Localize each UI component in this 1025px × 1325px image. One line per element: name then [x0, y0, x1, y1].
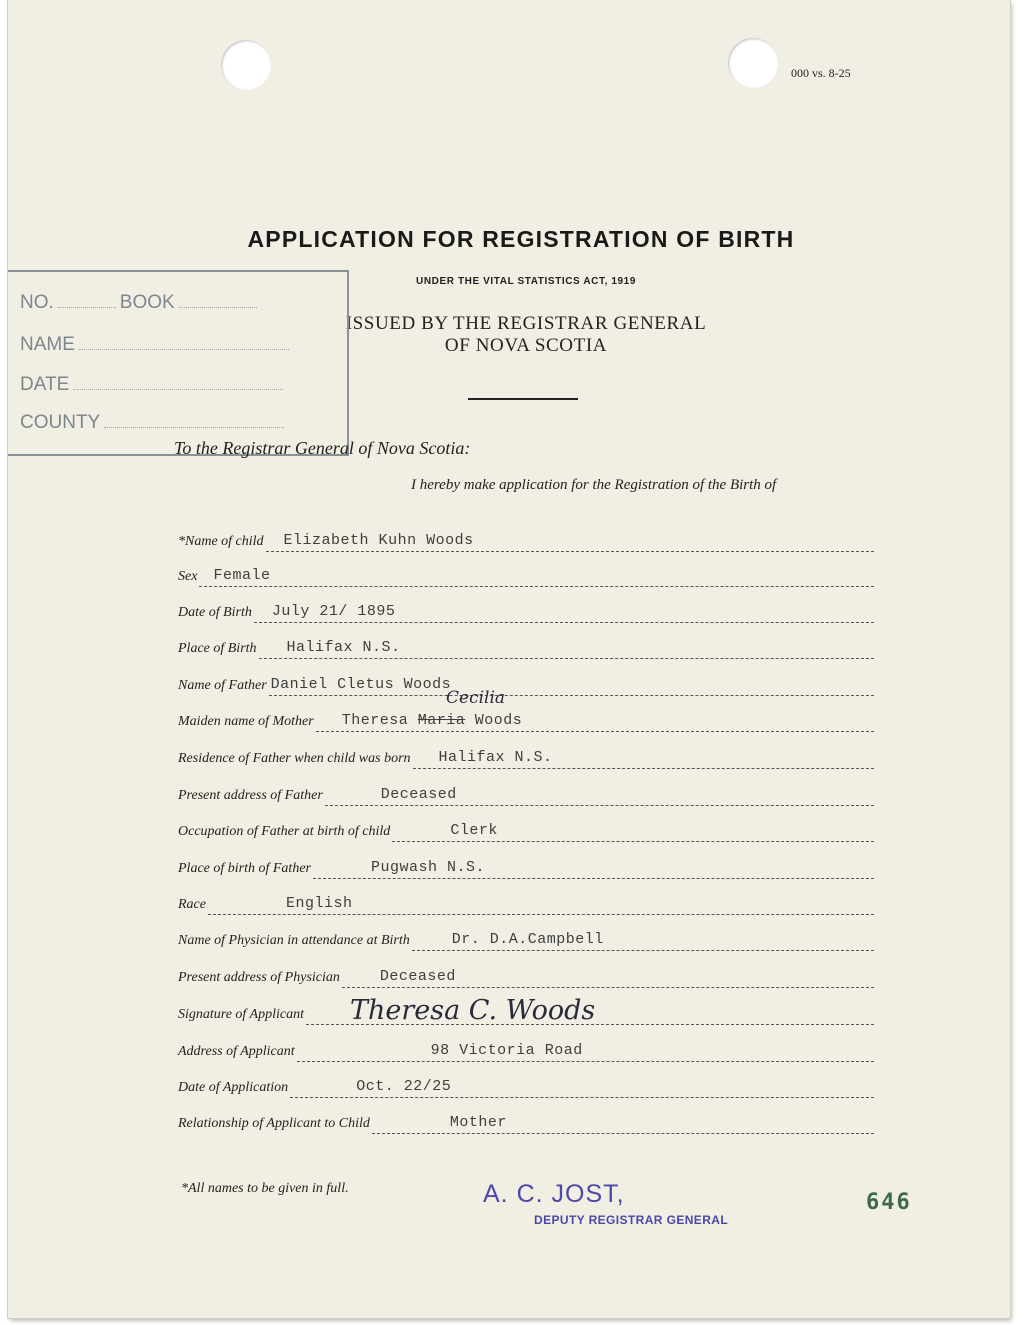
punch-hole-left — [221, 40, 271, 90]
footnote: *All names to be given in full. — [181, 1181, 349, 1196]
issuer-heading — [296, 313, 756, 357]
handwritten-correction-cecilia: Cecilia — [446, 688, 506, 708]
mother-last-name: Woods — [474, 712, 523, 729]
field-signature: Signature of Applicant Theresa C. Woods — [178, 1003, 874, 1025]
birth-application-form — [8, 0, 1010, 1318]
value-maiden-name-of-mother — [342, 712, 523, 729]
value-physician-address: Deceased — [379, 968, 456, 985]
value-name-of-father: Daniel Cletus Woods — [270, 676, 452, 693]
field-residence-of-father: Residence of Father when child was born Halifax N.S. — [178, 747, 874, 769]
registrar-stamp-title: DEPUTY REGISTRAR GENERAL — [534, 1213, 729, 1227]
field-date-of-application: Date of Application Oct. 22/25 — [178, 1076, 874, 1098]
field-sex: Sex Female — [178, 565, 874, 587]
stamp-name-row — [20, 334, 293, 356]
intro-line: I hereby make application for the Registration of the Birth of — [411, 477, 777, 493]
field-date-of-birth: Date of Birth July 21/ 1895 — [178, 601, 874, 623]
value-date-of-application: Oct. 22/25 — [356, 1078, 452, 1095]
mother-struck-name: Maria — [417, 712, 466, 729]
stamp-county-row — [20, 412, 288, 434]
stamp-date-label: DATE — [20, 374, 70, 395]
field-race: Race English — [178, 893, 874, 915]
field-physician-address: Present address of Physician Deceased — [178, 966, 874, 988]
form-title: APPLICATION FOR REGISTRATION OF BIRTH — [247, 226, 795, 252]
form-subtitle: UNDER THE VITAL STATISTICS ACT, 1919 — [416, 276, 636, 287]
field-physician: Name of Physician in attendance at Birth Dr. D.A.Campbell — [178, 929, 874, 951]
value-race: English — [285, 895, 353, 912]
stamp-no-row — [20, 292, 261, 314]
value-applicant-address: 98 Victoria Road — [430, 1042, 583, 1059]
value-signature: Theresa C. Woods — [350, 995, 596, 1026]
value-date-of-birth: July 21/ 1895 — [271, 603, 396, 620]
issuer-line-2: OF NOVA SCOTIA — [444, 335, 608, 356]
stamp-county-label: COUNTY — [20, 412, 101, 433]
field-place-of-birth: Place of Birth Halifax N.S. — [178, 637, 874, 659]
stamp-book-label: BOOK — [119, 292, 175, 313]
issuer-line-1: ISSUED BY THE REGISTRAR GENERAL — [345, 313, 707, 334]
form-code: 000 vs. 8-25 — [791, 66, 851, 80]
stamp-name-label: NAME — [20, 334, 75, 355]
value-name-of-child: Elizabeth Kuhn Woods — [283, 532, 474, 549]
value-relationship: Mother — [449, 1114, 507, 1131]
value-present-address-father: Deceased — [380, 786, 457, 803]
field-place-birth-father: Place of birth of Father Pugwash N.S. — [178, 857, 874, 879]
field-name-of-child: *Name of child Elizabeth Kuhn Woods — [178, 530, 874, 552]
field-name-of-father: Name of Father Daniel Cletus Woods — [178, 674, 874, 696]
value-sex: Female — [213, 567, 271, 584]
mother-first-name: Theresa — [341, 712, 409, 729]
value-residence-of-father: Halifax N.S. — [438, 749, 553, 766]
value-place-of-birth: Halifax N.S. — [286, 639, 401, 656]
field-applicant-address: Address of Applicant 98 Victoria Road — [178, 1040, 874, 1062]
title-rule — [468, 398, 578, 400]
serial-number: 646 — [866, 1190, 912, 1215]
registrar-stamp-name: A. C. JOST, — [483, 1180, 625, 1208]
field-present-address-father: Present address of Father Deceased — [178, 784, 874, 806]
field-relationship: Relationship of Applicant to Child Mother — [178, 1112, 874, 1134]
stamp-no-label: NO. — [20, 292, 54, 313]
filing-stamp-box — [8, 270, 349, 456]
addressee-line: To the Registrar General of Nova Scotia: — [174, 438, 471, 458]
value-occupation-father: Clerk — [450, 822, 498, 839]
value-physician: Dr. D.A.Campbell — [451, 931, 604, 948]
value-place-birth-father: Pugwash N.S. — [370, 859, 486, 876]
field-occupation-father: Occupation of Father at birth of child Clerk — [178, 820, 874, 842]
field-maiden-name-of-mother: Maiden name of Mother Theresa Maria Woods — [178, 710, 874, 732]
stamp-date-row — [20, 374, 287, 396]
punch-hole-right — [728, 38, 778, 88]
